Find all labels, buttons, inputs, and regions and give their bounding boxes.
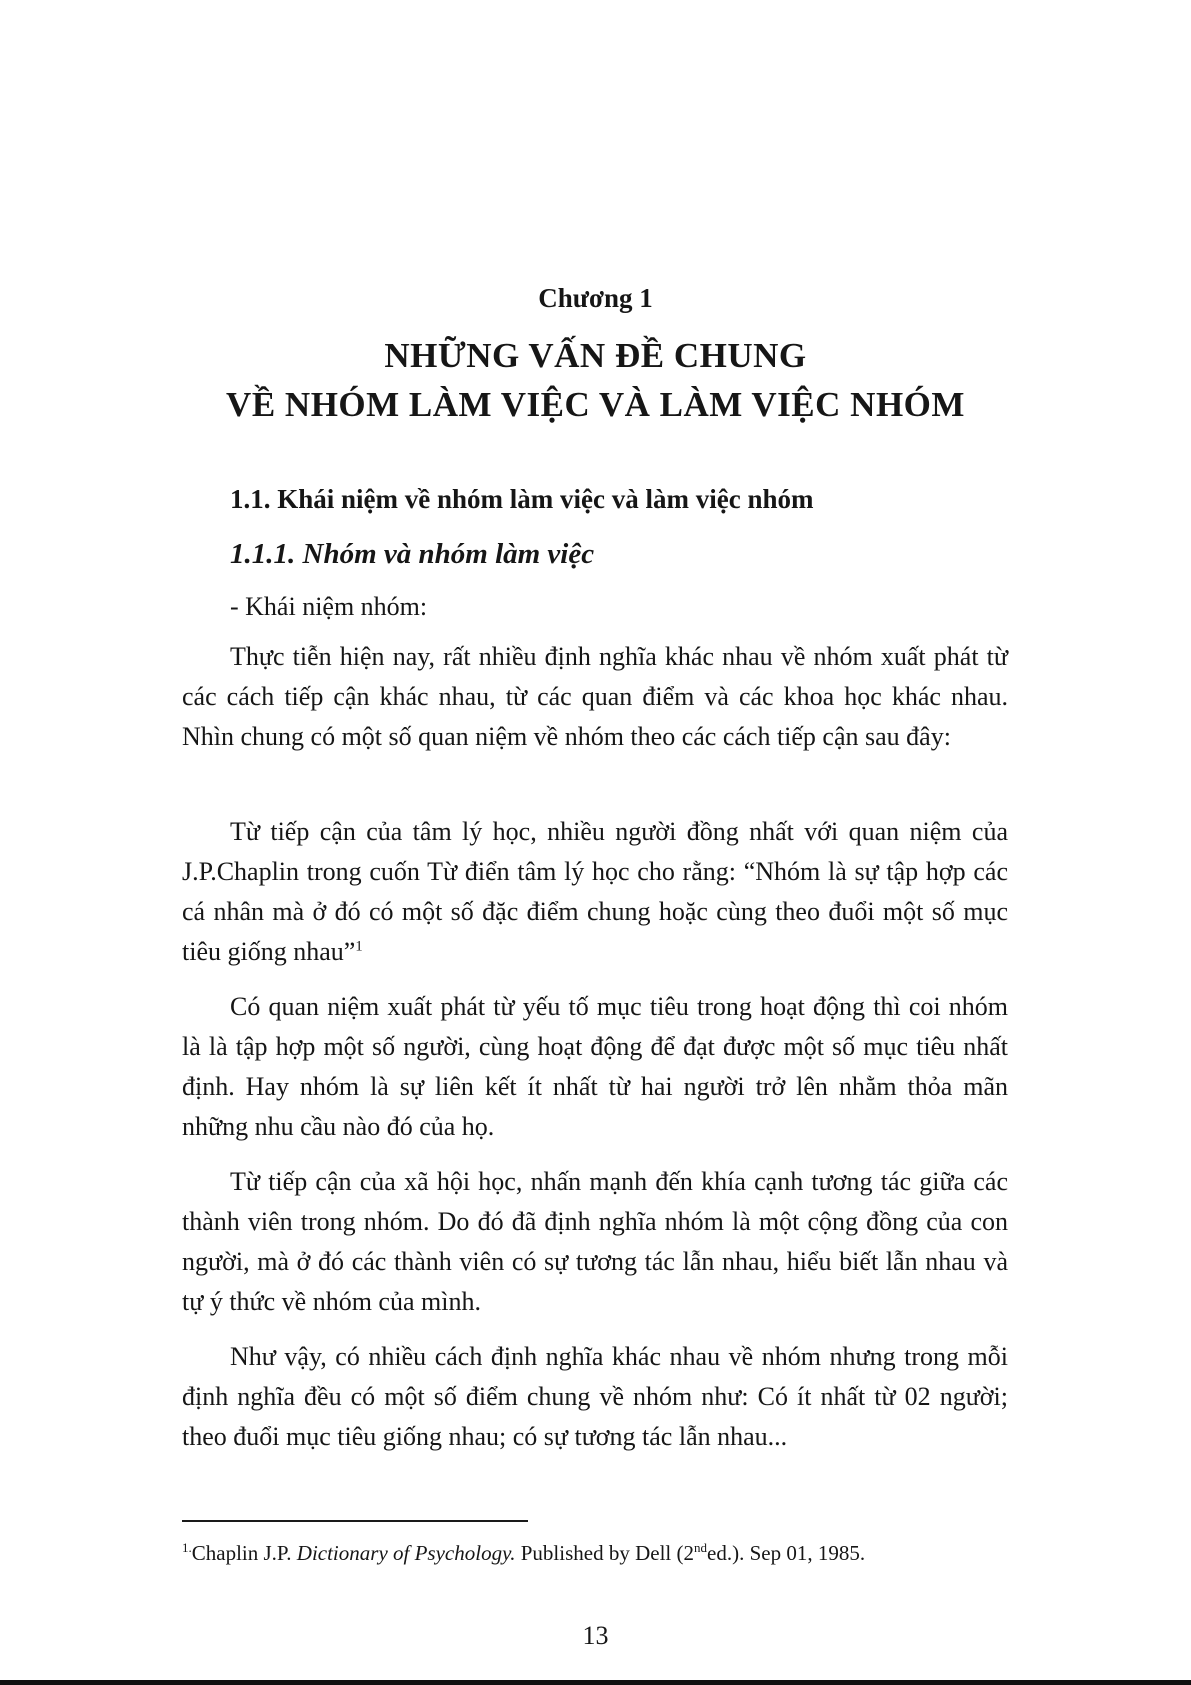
footnote-divider (182, 1520, 528, 1522)
section-heading: 1.1. Khái niệm về nhóm làm việc và làm việc nhóm (230, 484, 814, 514)
footnote-publisher: Published by Dell (2 (515, 1541, 694, 1565)
chapter-title-line-2: VỀ NHÓM LÀM VIỆC VÀ LÀM VIỆC NHÓM (226, 385, 965, 424)
paragraph-5: Như vậy, có nhiều cách định nghĩa khác nhau về nhóm nhưng trong mỗi định nghĩa đều có một số điểm chung về nhóm như: Có ít nhất từ 02 người; theo đuổi mục tiêu giống nhau; có sự tương tác lẫn nhau... (182, 1342, 1008, 1451)
concept-item: - Khái niệm nhóm: (230, 592, 428, 621)
paragraph-3: Có quan niệm xuất phát từ yếu tố mục tiêu trong hoạt động thì coi nhóm là là tập hợp một số người, cùng hoạt động để đạt được một số mục tiêu nhất định. Hay nhóm là sự liên kết ít nhất từ hai người trở lên nhằm thỏa mãn những nhu cầu nào đó của họ. (182, 992, 1008, 1141)
footnote-reference: 1 (355, 938, 363, 955)
footnote-marker: 1. (182, 1540, 192, 1555)
footnote-date: ed.). Sep 01, 1985. (707, 1541, 866, 1565)
page-number: 13 (582, 1621, 609, 1650)
subsection-heading: 1.1.1. Nhóm và nhóm làm việc (230, 538, 595, 570)
footnote-edition-suffix: nd (694, 1540, 707, 1555)
chapter-title-line-1: NHỮNG VẤN ĐỀ CHUNG (384, 336, 807, 375)
footnote (182, 1541, 865, 1566)
page-bottom-edge (0, 1680, 1191, 1685)
paragraph-4: Từ tiếp cận của xã hội học, nhấn mạnh đến khía cạnh tương tác giữa các thành viên trong nhóm. Do đó đã định nghĩa nhóm là một cộng đồng của con người, mà ở đó các thành viên có sự tương tác lẫn nhau, hiểu biết lẫn nhau và tự ý thức về nhóm của mình. (182, 1167, 1008, 1316)
paragraph-2 (182, 812, 1008, 972)
chapter-label: Chương 1 (538, 283, 653, 313)
footnote-author: Chaplin J.P. (191, 1541, 297, 1565)
paragraph-2-text: Từ tiếp cận của tâm lý học, nhiều người đồng nhất với quan niệm của J.P.Chaplin trong cuốn Từ điển tâm lý học cho rằng: “Nhóm là sự tập hợp các cá nhân mà ở đó có một số đặc điểm chung hoặc cùng theo đuổi một số mục tiêu giống nhau” (182, 817, 1008, 966)
footnote-title: Dictionary of Psychology. (296, 1541, 516, 1565)
paragraph-1: Thực tiễn hiện nay, rất nhiều định nghĩa khác nhau về nhóm xuất phát từ các cách tiếp cận khác nhau, từ các quan điểm và các khoa học khác nhau. Nhìn chung có một số quan niệm về nhóm theo các cách tiếp cận sau đây: (182, 642, 1008, 751)
